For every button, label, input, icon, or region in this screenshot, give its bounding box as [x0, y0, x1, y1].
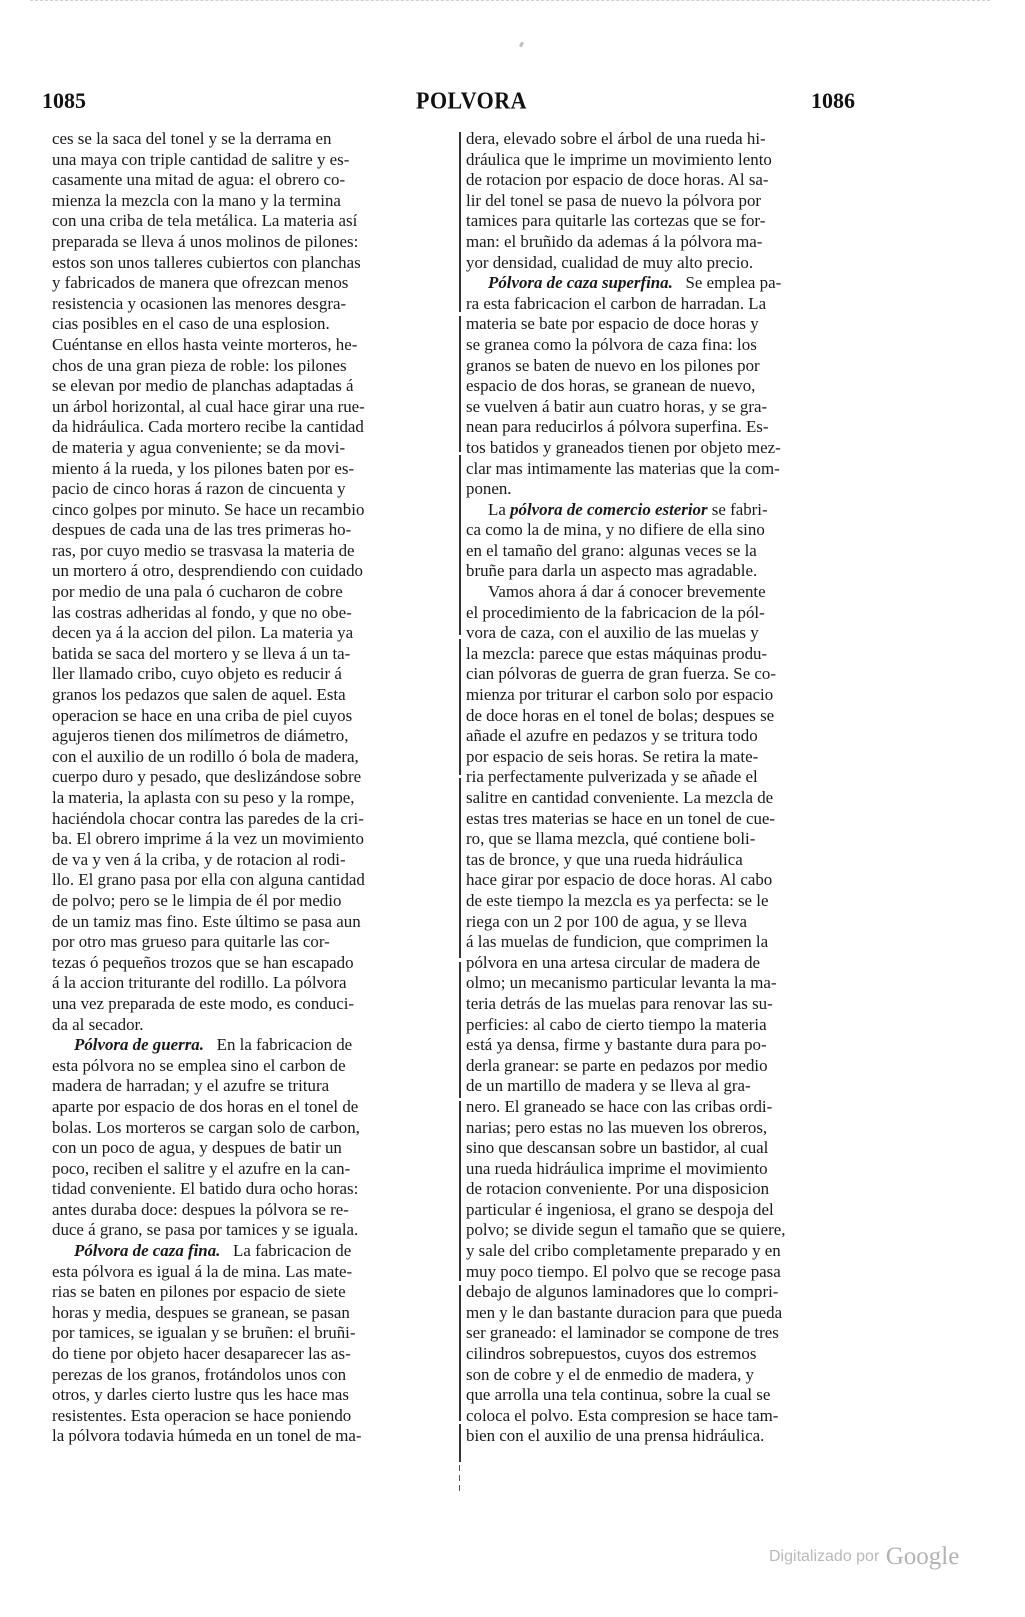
section-polvora-de-comercio-esterior: [466, 500, 871, 582]
text-line: teria detrás de las muelas para renovar las su-: [466, 993, 773, 1013]
text-line: á las muelas de fundicion, que comprimen la: [466, 932, 769, 952]
text-line: que arrolla una tela continua, sobre la cual se: [466, 1385, 771, 1405]
text-line: de polvo; pero se le limpia de él por medio: [52, 890, 342, 910]
text-line: cinco golpes por minuto. Se hace un recambio: [52, 499, 365, 519]
section-polvora-de-caza-superfina: [466, 273, 871, 500]
text-line: de un martillo de madera y se lleva al gra-: [466, 1076, 751, 1096]
text-line: olmo; un mecanismo particular levanta la ma-: [466, 973, 777, 993]
text-line: con una criba de tela metálica. La materia así: [52, 211, 358, 231]
text-line: con el auxilio de un rodillo ó bola de madera,: [52, 746, 359, 766]
text-line: una rueda hidráulica imprime el movimiento: [466, 1158, 768, 1178]
text-line: derla granear: se parte en pedazos por medio: [466, 1055, 768, 1075]
text-line: un mortero á otro, desprendiendo con cuidado: [52, 561, 363, 581]
text-line: de este tiempo la mezcla es ya perfecta: se le: [466, 890, 769, 910]
text-line: hace girar por espacio de doce horas. Al cabo: [466, 870, 773, 890]
text-line: ra esta fabricacion el carbon de harradan. La: [466, 293, 767, 313]
text-line: se granea como la pólvora de caza fina: los: [466, 334, 757, 354]
text-line: perezas de los granos, frotándolos unos con: [52, 1364, 347, 1384]
text-line: tos batidos y graneados tienen por objeto mez-: [466, 437, 781, 457]
text-line: materia se bate por espacio de doce horas y: [466, 314, 759, 334]
text-line: está ya densa, firme y bastante dura para po-: [466, 1035, 767, 1055]
section-heading: Pólvora de caza fina.: [74, 1241, 221, 1261]
text-line: se elevan por medio de planchas adaptadas á: [52, 376, 354, 396]
text-line: madera de harradan; y el azufre se tritura: [52, 1076, 330, 1096]
text-line: cias posibles en el caso de una esplosion.: [52, 314, 330, 334]
text-line: la pólvora todavia húmeda en un tonel de ma-: [52, 1426, 362, 1446]
text-line: ria perfectamente pulverizada y se añade el: [466, 767, 758, 787]
text-line: y sale del cribo completamente preparado y en: [466, 1241, 781, 1261]
text-line: operacion se hace en una criba de piel cuyos: [52, 705, 353, 725]
text-line: decen ya á la accion del pilon. La materia ya: [52, 623, 354, 643]
text-line: un árbol horizontal, al cual hace girar una rue-: [52, 396, 365, 416]
section-heading: pólvora de comercio esterior: [510, 499, 708, 519]
text-line: en el tamaño del grano: algunas veces se la: [466, 540, 757, 560]
text-line: nero. El graneado se hace con las cribas ordi-: [466, 1096, 773, 1116]
text-line: la mezcla: parece que estas máquinas produ-: [466, 643, 768, 663]
text-line: ba. El obrero imprime á la vez un movimiento: [52, 829, 364, 849]
text-line: por medio de una pala ó cucharon de cobre: [52, 582, 343, 602]
text-line: particular é ingeniosa, el grano se despoja del: [466, 1199, 774, 1219]
text-line: estos son unos talleres cubiertos con planchas: [52, 252, 361, 272]
text-line: pacio de cinco horas á razon de cincuenta y: [52, 479, 346, 499]
text-line: perficies: al cabo de cierto tiempo la materia: [466, 1014, 767, 1034]
section-polvora-de-caza-fina: [52, 1241, 454, 1447]
text-line: chos de una gran pieza de roble: los pilones: [52, 355, 347, 375]
section-body: [466, 294, 871, 500]
text-line: de rotacion conveniente. Por una disposicion: [466, 1179, 770, 1199]
text-line: dráulica que le imprime un movimiento lento: [466, 149, 772, 169]
text-line: lir del tonel se pasa de nuevo la pólvora por: [466, 190, 762, 210]
text-line: de materia y agua conveniente; se da movi-: [52, 437, 346, 457]
text-line: y fabricados de manera que ofrezcan menos: [52, 273, 349, 293]
page-header: [0, 88, 1025, 118]
text-line: bruñe para darla un aspecto mas agradable.: [466, 561, 758, 581]
left-column: [52, 129, 454, 1447]
text-line: clar mas intimamente las materias que la com-: [466, 458, 780, 478]
text-line: una vez preparada de este modo, es conduci-: [52, 993, 355, 1013]
text-line: da al secador.: [52, 1014, 144, 1034]
text-line: coloca el polvo. Esta compresion se hace tam-: [466, 1405, 779, 1425]
column-divider-tail: [459, 1465, 460, 1495]
section-muelas-procedure: [466, 582, 871, 1447]
section-body: [52, 1262, 454, 1447]
text-line: narias; pero estas no las mueven los obreros,: [466, 1117, 768, 1137]
text-line: debajo de algunos laminadores que lo compri-: [466, 1282, 779, 1302]
text-line: de doce horas en el tonel de bolas; despues se: [466, 705, 775, 725]
text-line: esta pólvora es igual á la de mina. Las mate-: [52, 1261, 353, 1281]
right-column-intro: [466, 129, 871, 273]
text-line: otros, y darles cierto lustre qus les hace mas: [52, 1385, 349, 1405]
section-body: [466, 520, 871, 582]
text-line: son de cobre y el de enmedio de madera, y: [466, 1364, 754, 1384]
text-line: tidad conveniente. El batido dura ocho horas:: [52, 1179, 359, 1199]
text-line: polvo; se divide segun el tamaño que se quiere,: [466, 1220, 786, 1240]
scan-top-edge: [30, 0, 990, 4]
text-line: despues de cada una de las tres primeras ho-: [52, 520, 352, 540]
text-line: miento á la rueda, y los pilones baten por es-: [52, 458, 355, 478]
right-page-number: 1086: [811, 88, 855, 113]
text-line: cilindros sobrepuestos, cuyos dos estremos: [466, 1344, 757, 1364]
text-line: espacio de dos horas, se granean de nuevo,: [466, 376, 756, 396]
text-line: el procedimiento de la fabricacion de la pól-: [466, 602, 765, 622]
text-line: horas y media, despues se granean, se pasan: [52, 1302, 350, 1322]
text-line: casamente una mitad de agua: el obrero co-: [52, 170, 346, 190]
text-line: añade el azufre en pedazos y se tritura todo: [466, 726, 758, 746]
running-title: POLVORA: [416, 86, 528, 114]
text-line: ras, por cuyo medio se trasvasa la materia de: [52, 540, 355, 560]
text-line: por otro mas grueso para quitarle las cor-: [52, 932, 330, 952]
text-line: llo. El grano pasa por ella con alguna cantidad: [52, 870, 365, 890]
text-line: granos se baten de nuevo en los pilones por: [466, 355, 760, 375]
text-line: ces se la saca del tonel y se la derrama en: [52, 129, 332, 148]
text-line: las costras adheridas al fondo, y que no obe-: [52, 602, 352, 622]
text-line: ro, que se llama mezcla, qué contiene boli-: [466, 829, 756, 849]
digitization-watermark: [769, 1543, 959, 1571]
text-line: poco, reciben el salitre y el azufre en la can-: [52, 1158, 351, 1178]
text-line: En la fabricacion de: [216, 1035, 353, 1055]
text-line: La fabricacion de: [233, 1241, 352, 1261]
text-line: riega con un 2 por 100 de agua, y se lleva: [466, 911, 747, 931]
text-line: de va y ven á la criba, y de rotacion al rodi-: [52, 849, 346, 869]
text-line: una maya con triple cantidad de salitre y es-: [52, 149, 350, 169]
left-page-number: 1085: [42, 88, 86, 113]
text-line: duce á grano, se pasa por tamices y se iguala.: [52, 1220, 359, 1240]
text-line: de un tamiz mas fino. Este último se pasa aun: [52, 911, 361, 931]
text-line: granos los pedazos que salen de aquel. Esta: [52, 685, 346, 705]
section-heading: Pólvora de guerra.: [74, 1035, 204, 1055]
section-polvora-de-guerra: [52, 1035, 454, 1241]
left-column-body: [52, 129, 454, 1035]
text-line: se vuelven á batir aun cuatro horas, y se gra-: [466, 396, 768, 416]
text-line: preparada se lleva á unos molinos de pilones:: [52, 231, 359, 251]
text-line: tas de bronce, y que una rueda hidráulica: [466, 849, 743, 869]
scan-speck: [519, 42, 524, 48]
text-line: mienza la mezcla con la mano y la termina: [52, 190, 341, 210]
text-line: esta pólvora no se emplea sino el carbon de: [52, 1055, 346, 1075]
text-line: Cuéntanse en ellos hasta veinte morteros, he-: [52, 334, 358, 354]
text-line: agujeros tienen dos milímetros de diámetro,: [52, 726, 349, 746]
text-line: salitre en cantidad conveniente. La mezcla de: [466, 788, 774, 807]
text-line: bien con el auxilio de una prensa hidráulica.: [466, 1426, 765, 1446]
text-line: cian pólvoras de guerra de gran fuerza. Se co-: [466, 664, 776, 684]
text-line: pólvora en una artesa circular de madera de: [466, 952, 761, 972]
text-line: ca como la de mina, y no difiere de ella sino: [466, 520, 765, 540]
text-line: estas tres materias se hace en un tonel de cue-: [466, 808, 776, 828]
section-body: [52, 1056, 454, 1241]
text-line: resistentes. Esta operacion se hace poniendo: [52, 1405, 352, 1425]
text-line: tamices para quitarle las cortezas que se for-: [466, 211, 766, 231]
text-line: La: [488, 499, 506, 519]
text-line: da hidráulica. Cada mortero recibe la cantidad: [52, 417, 364, 437]
text-line: la materia, la aplasta con su peso y la rompe,: [52, 788, 355, 807]
text-line: ser graneado: el laminador se compone de tres: [466, 1323, 779, 1343]
text-line: Vamos ahora á dar á conocer brevemente: [488, 582, 766, 602]
text-line: antes duraba doce: despues la pólvora se re-: [52, 1199, 349, 1219]
text-line: sino que descansan sobre un bastidor, al cual: [466, 1138, 769, 1158]
right-column: [466, 129, 871, 1447]
text-line: man: el bruñido da ademas á la pólvora ma-: [466, 231, 763, 251]
text-line: aparte por espacio de dos horas en el tonel de: [52, 1096, 359, 1116]
text-line: á la accion triturante del rodillo. La pólvora: [52, 973, 347, 993]
digitized-by-text: Digitalizado por: [769, 1548, 880, 1565]
text-line: men y le dan bastante duracion para que pueda: [466, 1302, 783, 1322]
text-line: dera, elevado sobre el árbol de una rueda hi-: [466, 129, 766, 148]
section-heading: Pólvora de caza superfina.: [488, 273, 673, 293]
section-heading-line: [466, 500, 871, 521]
text-line: resistencia y ocasionen las menores desgra-: [52, 293, 347, 313]
text-line: por tamices, se igualan y se bruñen: el bruñi-: [52, 1323, 356, 1343]
text-line: Se emplea pa-: [685, 273, 782, 293]
section-heading-line: [466, 273, 871, 294]
text-line: haciéndola chocar contra las paredes de la cri-: [52, 808, 364, 828]
section-heading-line: [52, 1241, 454, 1262]
text-line: do tiene por objeto hacer desaparecer las as-: [52, 1344, 351, 1364]
text-line: cuerpo duro y pesado, que deslizándose sobre: [52, 767, 362, 787]
text-line: se fabri-: [711, 499, 768, 519]
text-line: bolas. Los morteros se cargan solo de carbon,: [52, 1117, 360, 1137]
text-line: tezas ó pequeños trozos que se han escapado: [52, 952, 354, 972]
text-line: vora de caza, con el auxilio de las muelas y: [466, 623, 759, 643]
text-line: yor densidad, cualidad de muy alto precio.: [466, 252, 754, 272]
section-heading-line: [52, 1035, 454, 1056]
text-line: ller llamado cribo, cuyo objeto es reducir á: [52, 664, 342, 684]
text-line: de rotacion por espacio de doce horas. Al sa-: [466, 170, 769, 190]
text-line: por espacio de seis horas. Se retira la mate-: [466, 746, 759, 766]
text-line: rias se baten en pilones por espacio de siete: [52, 1282, 346, 1302]
text-line: mienza por triturar el carbon solo por espacio: [466, 685, 774, 705]
text-line: batida se saca del mortero y se lleva á un ta-: [52, 643, 351, 663]
text-line: con un poco de agua, y despues de batir un: [52, 1138, 342, 1158]
text-line: muy poco tiempo. El polvo que se recoge pasa: [466, 1261, 781, 1281]
column-divider: [459, 132, 461, 1462]
text-line: nean para reducirlos á pólvora superfina. Es-: [466, 417, 769, 437]
google-logo-text: Google: [885, 1543, 960, 1570]
text-line: ponen.: [466, 479, 512, 499]
